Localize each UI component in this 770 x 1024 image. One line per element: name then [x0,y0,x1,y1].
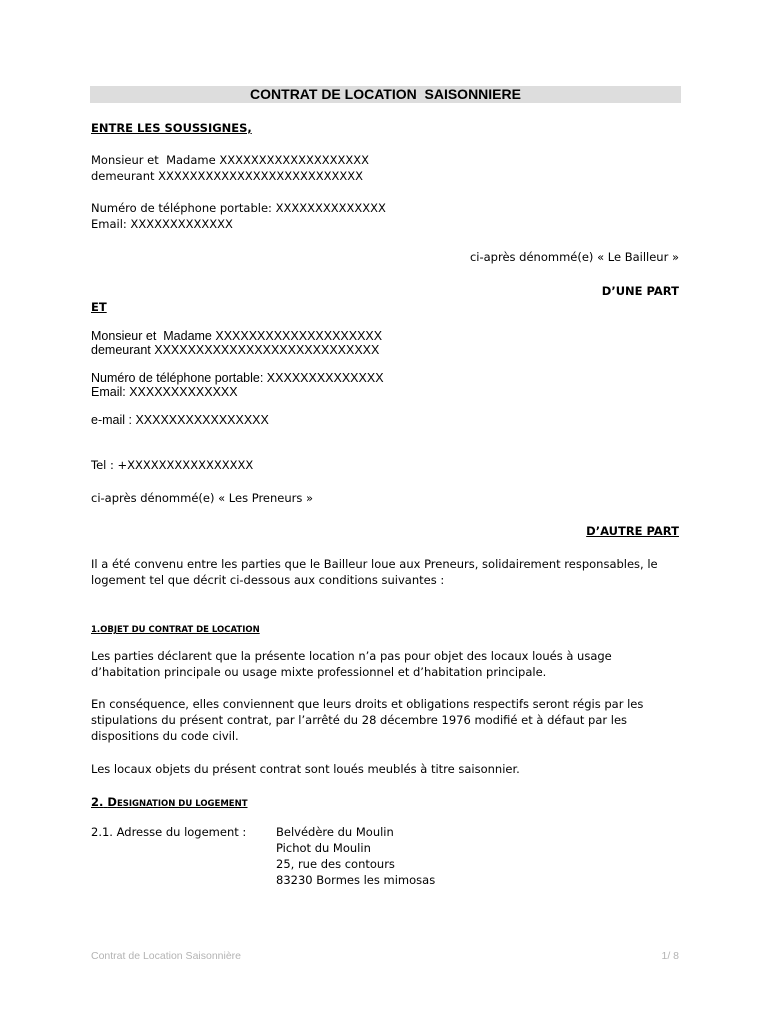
section-2-title-initial: D [107,795,117,809]
section-1-p1-line-1: Les parties déclarent que la présente location n’a pas pour objet des locaux loués à usage [91,649,612,663]
footer-title: Contrat de Location Saisonnière [91,950,242,962]
bailleur-address: demeurant XXXXXXXXXXXXXXXXXXXXXXXXXX [91,169,364,183]
bailleur-email: Email: XXXXXXXXXXXXX [91,217,233,231]
bailleur-designation: ci-après dénommé(e) « Le Bailleur » [469,250,679,264]
preneurs-tel: Tel : +XXXXXXXXXXXXXXXX [91,458,254,472]
preneurs-phone: Numéro de téléphone portable: XXXXXXXXXXXXXX [91,371,384,385]
section-1-heading [91,621,260,638]
section-1-p1-line-2: d’habitation principale ou usage mixte professionnel et d’habitation principale. [91,665,547,679]
preneurs-address: demeurant XXXXXXXXXXXXXXXXXXXXXXXXXXX [91,343,380,357]
preneurs-names: Monsieur et Madame XXXXXXXXXXXXXXXXXXXX [91,329,383,343]
bailleur-names: Monsieur et Madame XXXXXXXXXXXXXXXXXXX [91,153,370,167]
entre-heading: ENTRE LES SOUSSIGNES, [91,121,252,135]
address-label: 2.1. Adresse du logement : [91,825,247,839]
section-1-p2-line-1: En conséquence, elles conviennent que leurs droits et obligations respectifs seront régis par les [91,697,644,711]
preneurs-designation: ci-après dénommé(e) « Les Preneurs » [91,491,314,505]
section-1-number: 1. [91,625,101,635]
dautre-part-label: D’AUTRE PART [586,524,679,538]
address-line-3: 25, rue des contours [276,857,395,871]
section-1-title: OBJET DU CONTRAT DE LOCATION [100,625,260,635]
intro-line-1: Il a été convenu entre les parties que le Bailleur loue aux Preneurs, solidairement responsables, le [91,557,658,571]
document-title: CONTRAT DE LOCATION SAISONNIERE [250,86,521,102]
section-1-p3: Les locaux objets du présent contrat sont loués meublés à titre saisonnier. [91,762,520,776]
preneurs-email-secondary: e-mail : XXXXXXXXXXXXXXXX [91,413,269,427]
section-2-heading [91,795,248,812]
section-2-title-rest: ESIGNATION DU LOGEMENT [116,799,248,809]
section-2-number: 2. [91,795,104,809]
address-line-4: 83230 Bormes les mimosas [276,873,436,887]
dune-part-label: D’UNE PART [601,284,679,298]
address-line-2: Pichot du Moulin [276,841,371,855]
preneurs-email: Email: XXXXXXXXXXXXX [91,385,238,399]
section-1-p2-line-2: stipulations du présent contrat, par l’arrêté du 28 décembre 1976 modifié et à défaut par les [91,713,628,727]
address-line-1: Belvédère du Moulin [276,825,394,839]
bailleur-phone: Numéro de téléphone portable: XXXXXXXXXXXXXX [91,201,386,215]
footer-page-number: 1/ 8 [661,950,679,962]
intro-line-2: logement tel que décrit ci-dessous aux conditions suivantes : [91,573,445,587]
et-heading: ET [91,300,107,314]
section-1-p2-line-3: dispositions du code civil. [91,729,239,743]
